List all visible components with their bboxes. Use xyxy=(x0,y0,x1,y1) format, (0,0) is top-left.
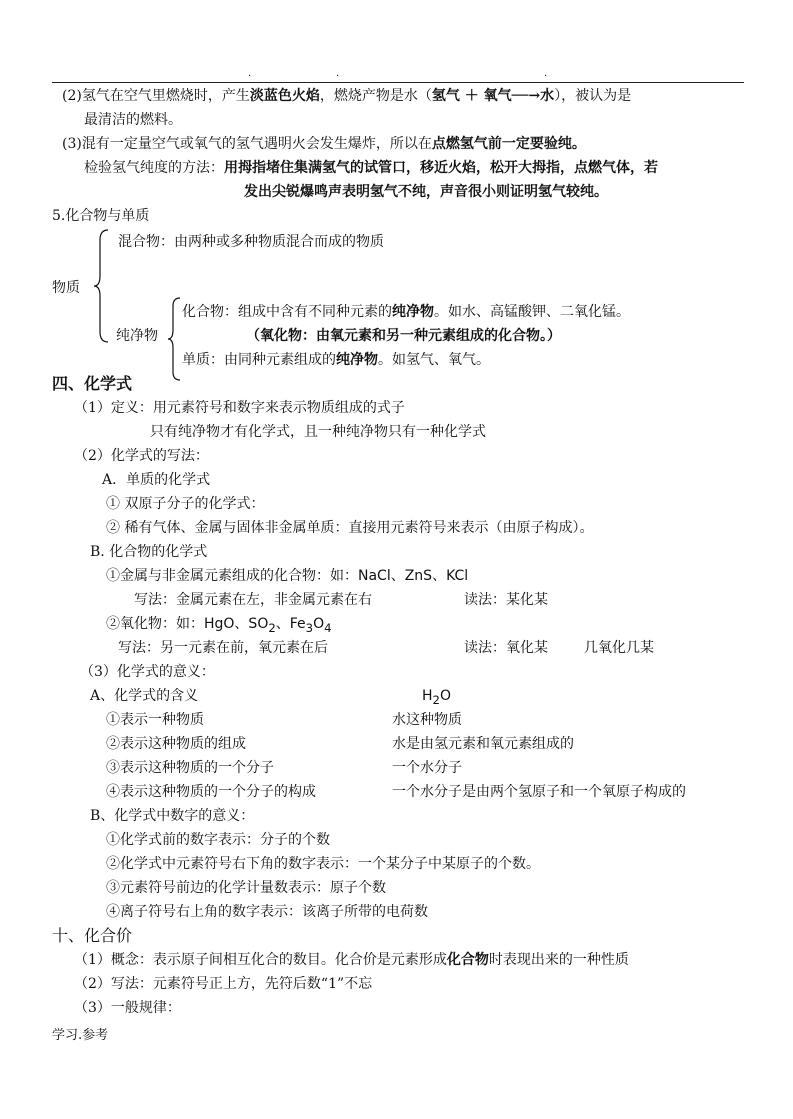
metal-write-rule: 写法：金属元素在左，非金属元素在右 xyxy=(134,592,372,608)
text: 单质：由同种元素组成的 xyxy=(182,352,336,368)
oxide-formulas xyxy=(204,616,332,635)
oxide-read-rule: 读法：氧化某 xyxy=(464,640,548,656)
oxide-read-rule-2: 几氧化几某 xyxy=(584,640,654,656)
metal-nonmetal-line xyxy=(106,566,468,586)
subscript: 3 xyxy=(305,620,314,635)
text: （1）概念：表示原子间相互化合的数目。化合价是元素形成 xyxy=(74,952,447,968)
verify-purity-text: 点燃氢气前一定要验纯。 xyxy=(431,136,586,152)
text: O xyxy=(439,688,451,704)
purity-method-text: 用拇指堵住集满氢气的试管口，移近火焰，松开大拇指，点燃气体，若 xyxy=(224,160,658,176)
header-dot: . xyxy=(544,68,548,79)
meaning-row-right: 水这种物质 xyxy=(392,712,462,728)
text: ①金属与非金属元素组成的化合物：如： xyxy=(106,568,358,584)
section10-heading: 十、化合价 xyxy=(52,926,133,945)
text: 化合物：组成中含有不同种元素的 xyxy=(182,304,392,320)
text: (2)氢气在空气里燃烧时，产生 xyxy=(62,88,250,104)
definition-line-2: 只有纯净物才有化学式，且一种纯净物只有一种化学式 xyxy=(150,424,486,440)
metal-read-rule: 读法：某化某 xyxy=(464,592,548,608)
oxide-definition: （氧化物：由氧元素和另一种元素组成的化合物。） xyxy=(246,328,561,344)
meaning-row-right: 一个水分子是由两个氢原子和一个氧原子构成的 xyxy=(392,784,686,800)
mixture-line: 混合物：由两种或多种物质混合而成的物质 xyxy=(118,234,384,250)
hydrogen-equation: 氢气 ＋ 氧气──→水 xyxy=(431,88,555,104)
meaning-row-left: ④表示这种物质的一个分子的构成 xyxy=(106,784,316,800)
definition-line: （1）定义：用元素符号和数字来表示物质组成的式子 xyxy=(74,400,405,416)
element-formula-heading: A．单质的化学式 xyxy=(102,472,211,488)
oxide-write-rule: 写法：另一元素在前，氧元素在后 xyxy=(118,640,328,656)
pure-substance-text: 纯净物 xyxy=(392,304,434,320)
pure-substance-text: 纯净物 xyxy=(336,352,378,368)
formula-examples: NaCl、ZnS、KCl xyxy=(358,568,469,584)
substance-brace xyxy=(92,228,112,344)
purity-check-line xyxy=(84,158,658,178)
valence-rules: （3）一般规律： xyxy=(74,1000,181,1016)
text: O xyxy=(313,616,325,632)
text: 检验氢气纯度的方法： xyxy=(84,160,224,176)
pure-substance-label: 纯净物 xyxy=(116,328,158,344)
compound-formula-heading: B. 化合物的化学式 xyxy=(90,544,208,560)
number-meaning-heading: B、化学式中数字的意义： xyxy=(90,808,255,824)
number-meaning-item: ③元素符号前边的化学计量数表示：原子个数 xyxy=(106,880,386,896)
formula-meaning-heading: A、化学式的含义 xyxy=(90,688,199,704)
text: 。如水、高锰酸钾、二氧化锰。 xyxy=(434,304,630,320)
subscript: 4 xyxy=(324,620,332,635)
section5-title: 5.化合物与单质 xyxy=(52,208,150,224)
number-meaning-item: ④离子符号右上角的数字表示：该离子所带的电荷数 xyxy=(106,904,428,920)
water-formula xyxy=(422,686,451,710)
valence-writing: （2）写法：元素符号正上方，先符后数“1”不忘 xyxy=(74,976,373,992)
meaning-row-left: ③表示这种物质的一个分子 xyxy=(106,760,274,776)
diatomic-line: ① 双原子分子的化学式： xyxy=(106,496,265,512)
subscript: 2 xyxy=(432,692,440,707)
hydrogen-line-3 xyxy=(62,134,586,154)
header-rule xyxy=(52,82,744,83)
text: 时表现出来的一种性质 xyxy=(488,952,629,968)
meaning-row-left: ②表示这种物质的组成 xyxy=(106,736,246,752)
subscript: 2 xyxy=(268,620,276,635)
noble-gas-line: ② 稀有气体、金属与固体非金属单质：直接用元素符号来表示（由原子构成）。 xyxy=(106,520,594,536)
text: ②氧化物：如： xyxy=(106,616,204,632)
text: 。如氢气、氧气。 xyxy=(378,352,490,368)
oxide-line xyxy=(106,614,332,638)
compound-line xyxy=(182,302,630,322)
hydrogen-line-2-cont: 最清洁的燃料。 xyxy=(84,112,182,128)
text: H xyxy=(422,688,433,704)
meaning-row-left: ①表示一种物质 xyxy=(106,712,204,728)
header-dot: . xyxy=(248,68,252,79)
blue-flame-text: 淡蓝色火焰 xyxy=(249,88,320,104)
meaning-row-right: 水是由氢元素和氧元素组成的 xyxy=(392,736,574,752)
text: HgO、SO xyxy=(204,616,269,632)
compound-text: 化合物 xyxy=(446,952,489,968)
writing-heading: （2）化学式的写法： xyxy=(74,448,209,464)
number-meaning-item: ①化学式前的数字表示：分子的个数 xyxy=(106,832,330,848)
hydrogen-line-2 xyxy=(62,86,631,106)
header-dot: . xyxy=(336,68,340,79)
meaning-heading: （3）化学式的意义： xyxy=(80,664,215,680)
text: 、Fe xyxy=(275,616,306,632)
section4-heading: 四、化学式 xyxy=(52,374,133,393)
meaning-row-right: 一个水分子 xyxy=(392,760,462,776)
valence-concept xyxy=(74,950,629,970)
footer-text: 学习.参考 xyxy=(52,1028,109,1043)
text: ，燃烧产物是水（ xyxy=(319,88,432,104)
substance-label: 物质 xyxy=(52,280,80,296)
number-meaning-item: ②化学式中元素符号右下角的数字表示：一个某分子中某原子的个数。 xyxy=(106,856,540,872)
element-line xyxy=(182,350,490,370)
purity-check-cont: 发出尖锐爆鸣声表明氢气不纯，声音很小则证明氢气较纯。 xyxy=(244,184,608,200)
text: (3)混有一定量空气或氧气的氢气遇明火会发生爆炸，所以在 xyxy=(62,136,432,152)
text: ），被认为是 xyxy=(554,88,632,104)
